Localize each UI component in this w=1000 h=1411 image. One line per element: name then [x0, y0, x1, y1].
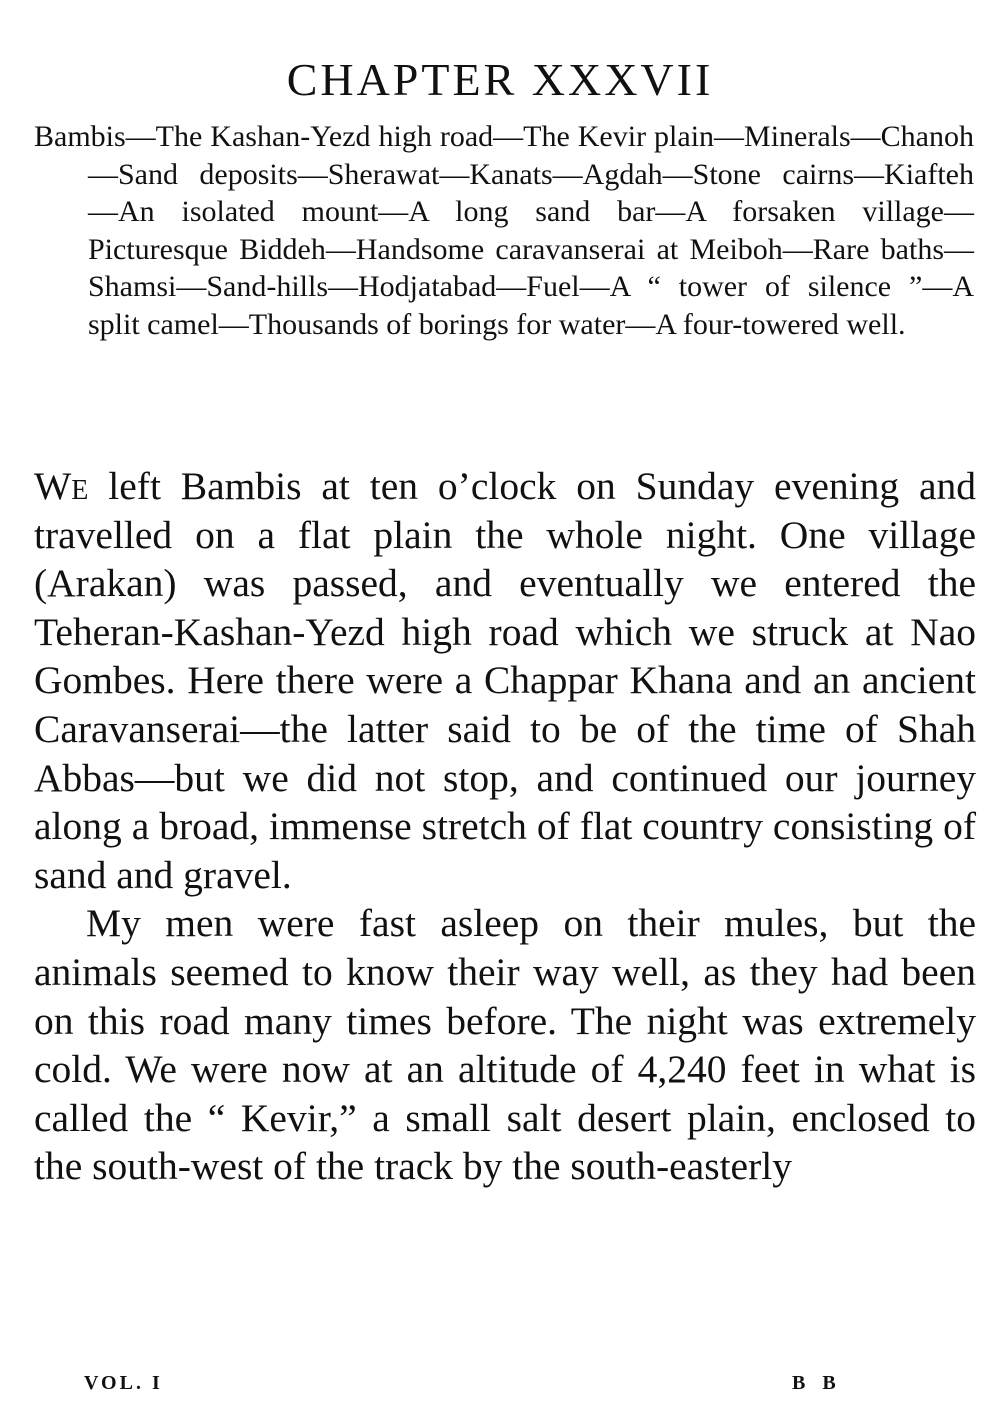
- opening-word: We: [34, 464, 89, 508]
- paragraph-1-text: left Bambis at ten o’clock on Sunday evening and travelled on a flat plain the whole night. One village (Arakan) was passed, and eventually we entered the Teheran-Kashan-Yezd high road which we struck at Nao Gombes. Here there were a Chappar Khana and an ancient Caravanserai—the latter said to be of the time of Shah Abbas—but we did not stop, and continued our journey along a broad, immense stretch of flat country consisting of sand and gravel.: [34, 464, 976, 897]
- paragraph-1: [34, 462, 976, 899]
- body-text: [34, 462, 976, 1191]
- volume-footer: VOL. I: [84, 1372, 163, 1394]
- signature-mark: B B: [792, 1372, 842, 1394]
- chapter-synopsis: Bambis—The Kashan-Yezd high road—The Kevir plain—Minerals—Chanoh—Sand deposits—Sherawat—Kanats—Agdah—Stone cairns—Kiafteh—An isolated mount—A long sand bar—A forsaken village—Picturesque Biddeh—Handsome caravanserai at Meiboh—Rare baths—Shamsi—Sand-hills—Hodjatabad—Fuel—A “ tower of silence ”—A split camel—Thousands of borings for water—A four-towered well.: [34, 120, 974, 341]
- chapter-title: CHAPTER XXXVII: [286, 53, 714, 105]
- paragraph-2: My men were fast asleep on their mules, but the animals seemed to know their way well, as they had been on this road many times before. The night was extremely cold. We were now at an altitude of 4,240 feet in what is called the “ Kevir,” a small salt desert plain, enclosed to the south-west of the track by the south-easterly: [34, 901, 976, 1189]
